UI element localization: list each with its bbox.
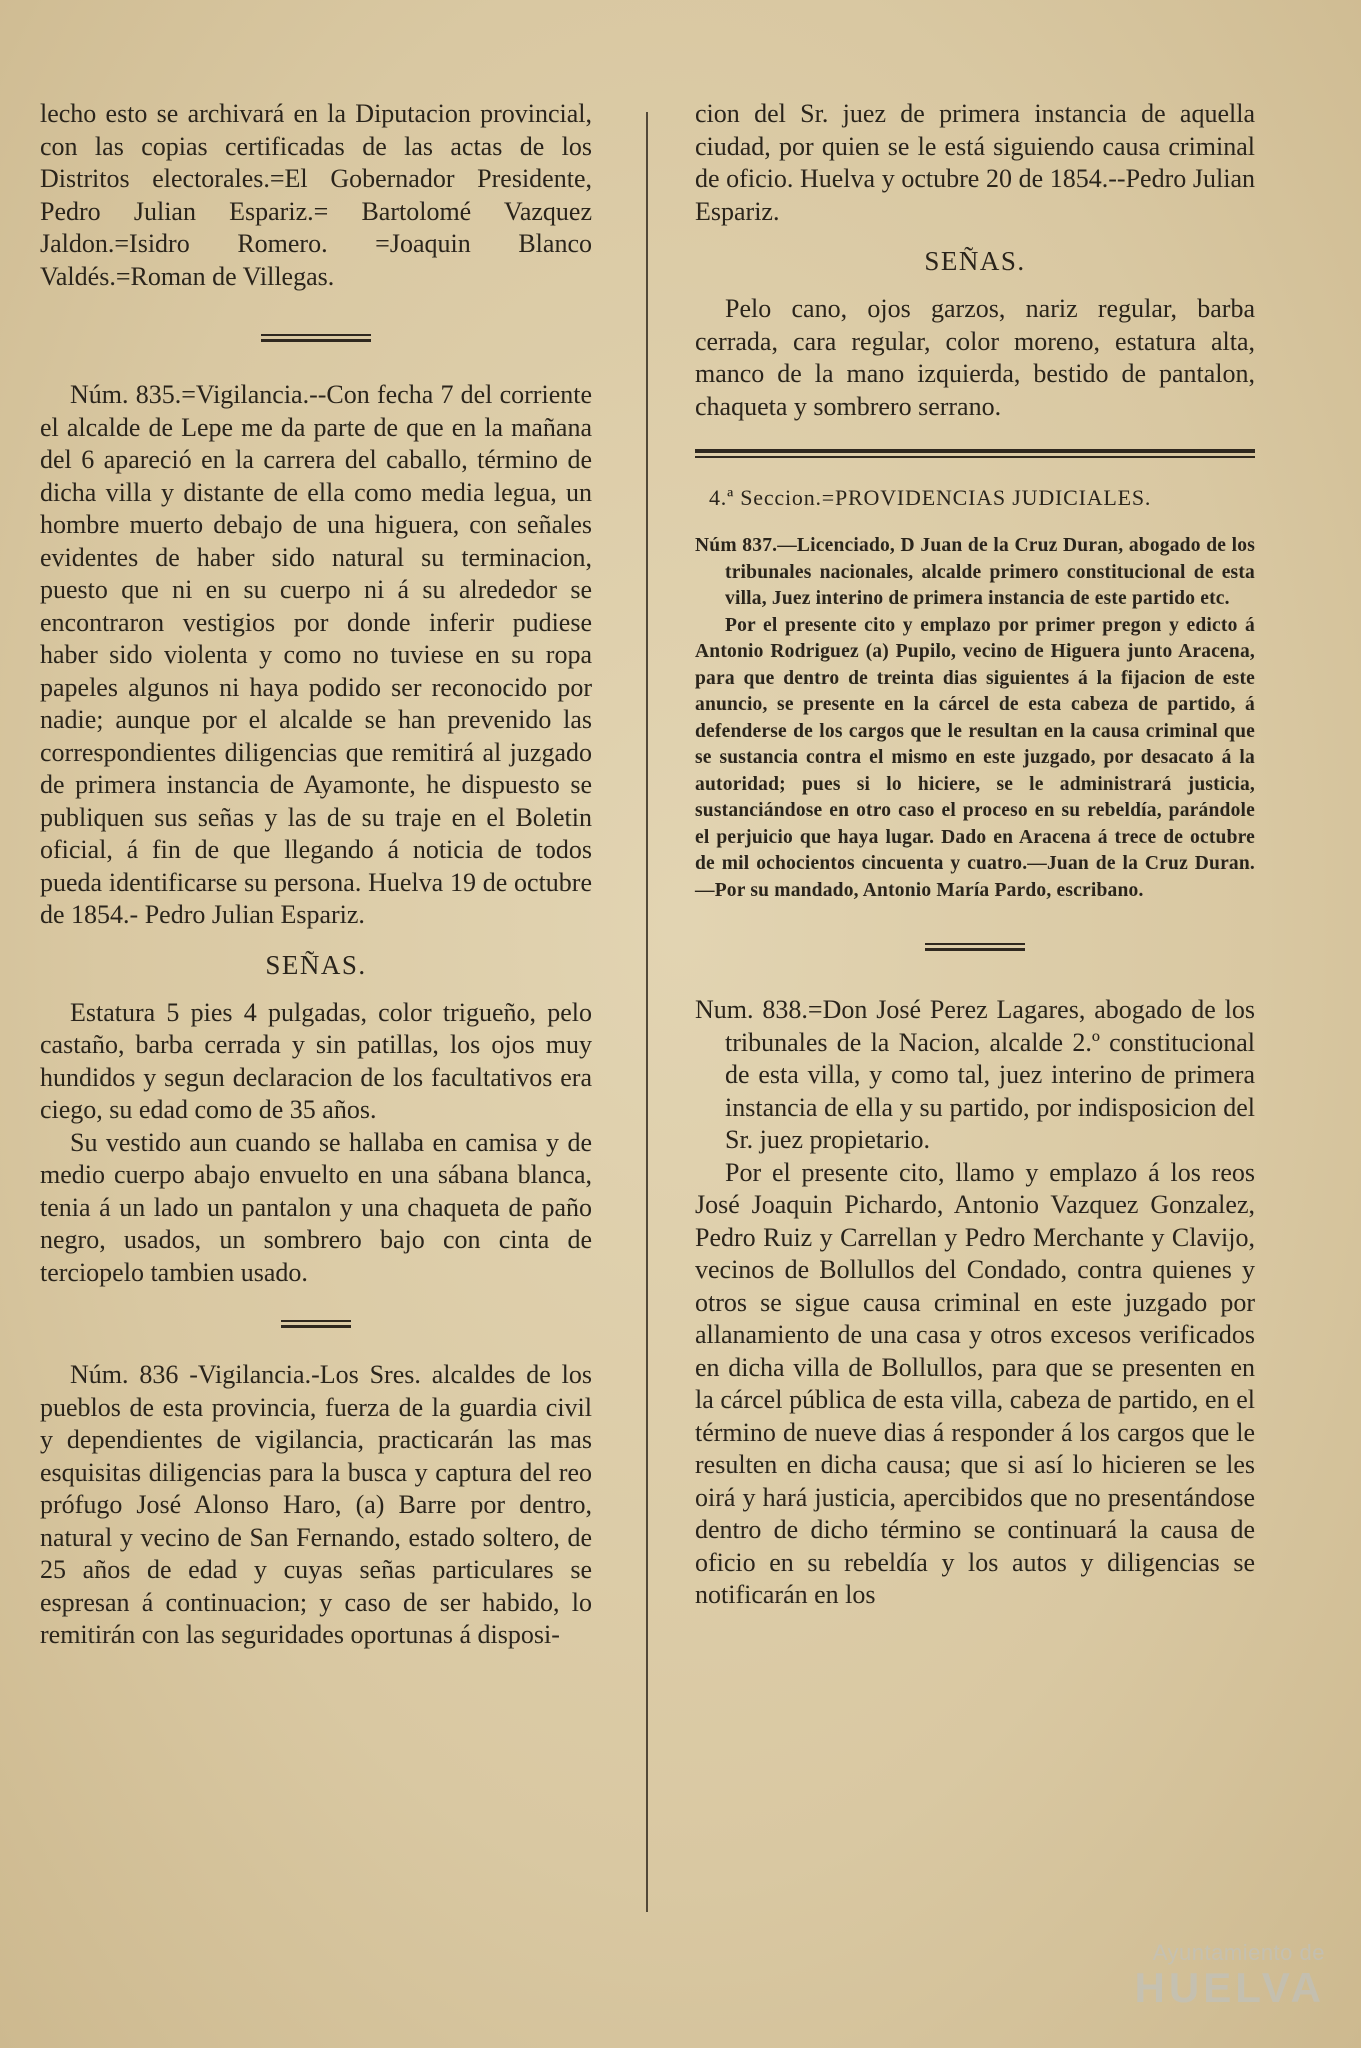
- watermark-line-1: Ayuntamiento de: [1152, 1940, 1325, 1965]
- notice-837-body: Por el presente cito y emplazo por primer pregon y edicto á Antonio Rodriguez (a) Pupilo, vecino de Higuera junto Aracena, para que dentro de treinta dias siguientes á la fijacion de este anuncio, se presente en la cárcel de esta cabeza de partido, á defenderse de los cargos que le resultan en la causa criminal que se sustancia contra el mismo en este juzgado, por desacato á la autoridad; pues si lo hiciere, se le administrará justicia, sustanciándose en otro caso el proceso en su rebeldía, parándole el perjuicio que haya lugar. Dado en Aracena á trece de octubre de mil ochocientos cincuenta y cuatro.—Juan de la Cruz Duran.—Por su mandado, Antonio María Pardo, escribano.: [695, 614, 1255, 901]
- column-divider: [646, 112, 648, 1912]
- watermark-logo: [1085, 1940, 1325, 2020]
- notice-837-heading: Núm 837.—Licenciado, D Juan de la Cruz Duran, abogado de los tribunales nacionales, alcalde primero constitucional de esta villa, Juez interino de primera instancia de este partido etc.: [695, 535, 1255, 609]
- notice-836: Núm. 836 -Vigilancia.-Los Sres. alcaldes de los pueblos de esta provincia, fuerza de la guardia civil y dependientes de vigilancia, practicarán las mas esquisitas diligencias para la busca y captura del reo prófugo José Alonso Haro, (a) Barre por dentro, natural y vecino de San Fernando, estado soltero, de 25 años de edad y cuyas señas particulares se espresan á continuacion; y caso de ser habido, lo remitirán con las seguridades oportunas á disposi-: [40, 1360, 592, 1649]
- watermark-line-2: HUELVA: [1134, 1964, 1325, 2011]
- notice-835: Núm. 835.=Vigilancia.--Con fecha 7 del corriente el alcalde de Lepe me da parte de que en la mañana del 6 apareció en la carrera del caballo, término de dicha villa y distante de ella como media legua, un hombre muerto debajo de una higuera, con señales evidentes de haber sido natural su terminacion, puesto que ni en su cuerpo ni á su alrededor se encontraron vestigios por donde inferir pudiese haber sido violenta y como no tuviese en su ropa papeles algunos ni haya podido ser reconocido por nadie; aunque por el alcalde se han prevenido las correspondientes diligencias que remitirá al juzgado de primera instancia de Ayamonte, he dispuesto se publiquen sus señas y las de su traje en el Boletin oficial, á fin de que llegando á noticia de todos pueda identificarse su persona. Huelva 19 de octubre de 1854.- Pedro Julian Espariz.: [40, 380, 592, 929]
- senas-description: Pelo cano, ojos garzos, nariz regular, barba cerrada, cara regular, color moreno, estatura alta, manco de la mano izquierda, bestido de pantalon, chaqueta y sombrero serrano.: [695, 294, 1255, 421]
- section-heading: 4.ª Seccion.=PROVIDENCIAS JUDICIALES.: [709, 485, 1152, 510]
- ornament-rule: [925, 942, 1025, 952]
- notice-838-heading: Num. 838.=Don José Perez Lagares, abogado de los tribunales de la Nacion, alcalde 2.º constitucional de esta villa, y como tal, juez interino de primera instancia de ella y su partido, por indisposicion del Sr. juez propietario.: [695, 995, 1255, 1154]
- senas-heading: SEÑAS.: [265, 949, 367, 980]
- right-column: [695, 98, 1255, 1612]
- intro-paragraph: lecho esto se archivará en la Diputacion provincial, con las copias certificadas de las actas de los Distritos electorales.=El Gobernador Presidente, Pedro Julian Espariz.= Bartolomé Vazquez Jaldon.=Isidro Romero. =Joaquin Blanco Valdés.=Roman de Villegas.: [40, 99, 592, 291]
- notice-838-body: Por el presente cito, llamo y emplazo á los reos José Joaquin Pichardo, Antonio Vazquez Gonzalez, Pedro Ruiz y Carrellan y Pedro Merchante y Clavijo, vecinos de Bollullos del Condado, contra quienes y otros se sigue causa criminal en este juzgado por allanamiento de una casa y otros excesos verificados en dicha villa de Bollullos, para que se presenten en la cárcel pública de esta villa, cabeza de partido, en el término de nueve dias á responder á los cargos que le resulten en dicha causa; que si así lo hicieren se les oirá y hará justicia, apercibidos que no presentándose dentro de dicho término se continuará la causa de oficio en su rebeldía y los autos y diligencias se notificarán en los: [695, 1157, 1255, 1609]
- ornament-rule: [261, 333, 371, 343]
- senas-clothing: Su vestido aun cuando se hallaba en camisa y de medio cuerpo abajo envuelto en una sábana blanca, tenia á un lado un pantalon y una chaqueta de paño negro, usados, un sombrero bajo con cinta de terciopelo tambien usado.: [40, 1127, 592, 1287]
- senas-description: Estatura 5 pies 4 pulgadas, color trigueño, pelo castaño, barba cerrada y sin patillas, los ojos muy hundidos y segun declaracion de los facultativos era ciego, su edad como de 35 años.: [40, 997, 592, 1124]
- left-column: [40, 98, 592, 1652]
- notice-836-continued: cion del Sr. juez de primera instancia de aquella ciudad, por quien se le está siguiendo causa criminal de oficio. Huelva y octubre 20 de 1854.--Pedro Julian Espariz.: [695, 99, 1255, 226]
- ornament-rule: [281, 1319, 351, 1329]
- senas-heading: SEÑAS.: [924, 246, 1026, 276]
- section-divider: [695, 449, 1255, 463]
